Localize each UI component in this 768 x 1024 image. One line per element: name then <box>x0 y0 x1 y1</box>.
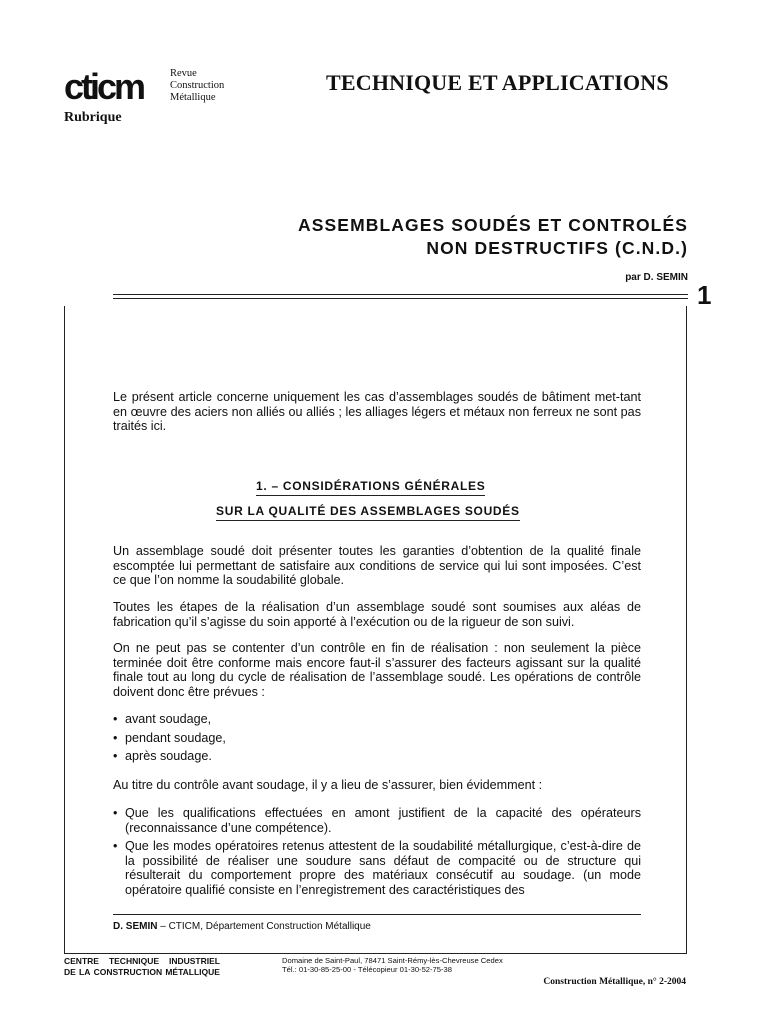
page-number: 1 <box>697 280 712 310</box>
article-author: par D. SEMIN <box>625 272 688 283</box>
intro-paragraph: Le présent article concerne uniquement les cas d’assemblages soudés de bâtiment met-tant en œuvre des aciers non alliés ou alliés ; les alliages légers et métaux non ferreux ne sont pas traités ici. <box>113 390 641 434</box>
list-item: • Que les qualifications effectuées en amont justifient de la capacité des opérateurs (reconnaissance d’une compétence). <box>113 806 641 835</box>
title-rule <box>113 294 688 295</box>
org-word: LA <box>79 967 91 977</box>
address <box>282 956 503 974</box>
list-item: • pendant soudage, <box>113 731 641 746</box>
org-word: CENTRE <box>64 956 99 966</box>
address-line: Domaine de Saint-Paul, 78471 Saint-Rémy-lès-Chevreuse Cedex <box>282 956 503 965</box>
title-rule <box>113 298 688 299</box>
list-item: • Que les modes opératoires retenus attestent de la soudabilité métallurgique, c’est-à-dire de la possibilité de réaliser une soudure sans défaut de compacité ou de structure qui résulterait du comportement propre des matériaux consécutif au soudage. (un mode opératoire qualifié consiste en l’enregistrement des caractéristiques des <box>113 839 641 897</box>
revue-line: Construction <box>170 80 225 91</box>
author-note-affiliation: – CTICM, Département Construction Métallique <box>157 921 371 932</box>
author-note <box>113 921 371 932</box>
revue-line: Revue <box>170 68 197 79</box>
section-heading-line2: SUR LA QUALITÉ DES ASSEMBLAGES SOUDÉS <box>216 504 520 521</box>
article-title-line2: NON DESTRUCTIFS (C.N.D.) <box>426 238 688 258</box>
journal-reference: Construction Métallique, n° 2-2004 <box>543 977 686 987</box>
list-item: • après soudage. <box>113 749 641 764</box>
org-word: TECHNIQUE <box>108 956 159 966</box>
paragraph: Toutes les étapes de la réalisation d’un assemblage soudé sont soumises aux aléas de fabrication qu’il s’agisse du soin apporté à l’exécution ou de la rigueur de son suivi. <box>113 600 641 629</box>
author-note-rule <box>113 914 641 915</box>
revue-line: Métallique <box>170 92 216 103</box>
org-word: INDUSTRIEL <box>168 956 220 966</box>
org-name-line2 <box>64 967 220 977</box>
org-name-line1 <box>64 956 220 966</box>
bullet-list <box>113 806 641 902</box>
list-item: • avant soudage, <box>113 712 641 727</box>
logo-text: cticm <box>64 68 144 106</box>
section-heading-line1: 1. – CONSIDÉRATIONS GÉNÉRALES <box>256 479 485 496</box>
org-word: DE <box>64 967 76 977</box>
paragraph: Au titre du contrôle avant soudage, il y a lieu de s’assurer, bien évidemment : <box>113 778 543 792</box>
main-title: TECHNIQUE ET APPLICATIONS <box>326 70 669 95</box>
org-word: CONSTRUCTION <box>93 967 163 977</box>
author-note-name: D. SEMIN <box>113 921 158 932</box>
cticm-logo <box>64 68 160 106</box>
bullet-list <box>113 712 641 768</box>
article-title-line1: ASSEMBLAGES SOUDÉS ET CONTROLÉS <box>298 215 688 235</box>
rubrique-label: Rubrique <box>64 110 122 125</box>
phone-line: Tél.: 01-30-85-25-00 - Télécopieur 01-30-52-75-38 <box>282 965 452 974</box>
paragraph: Un assemblage soudé doit présenter toutes les garanties d’obtention de la qualité finale escomptée lui permettant de satisfaire aux conditions de service qui lui sont imposées. C’est ce que l’on nomme la soudabilité globale. <box>113 544 641 588</box>
paragraph: On ne peut pas se contenter d’un contrôle en fin de réalisation : non seulement la pièce terminée doit être conforme mais encore faut-il s’assurer des facteurs agissant sur la qualité finale tout au long du cycle de réalisation de l’assemblage soudé. Les opérations de contrôle doivent donc être prévues : <box>113 641 641 699</box>
revue-label <box>170 68 224 104</box>
org-word: MÉTALLIQUE <box>165 967 220 977</box>
